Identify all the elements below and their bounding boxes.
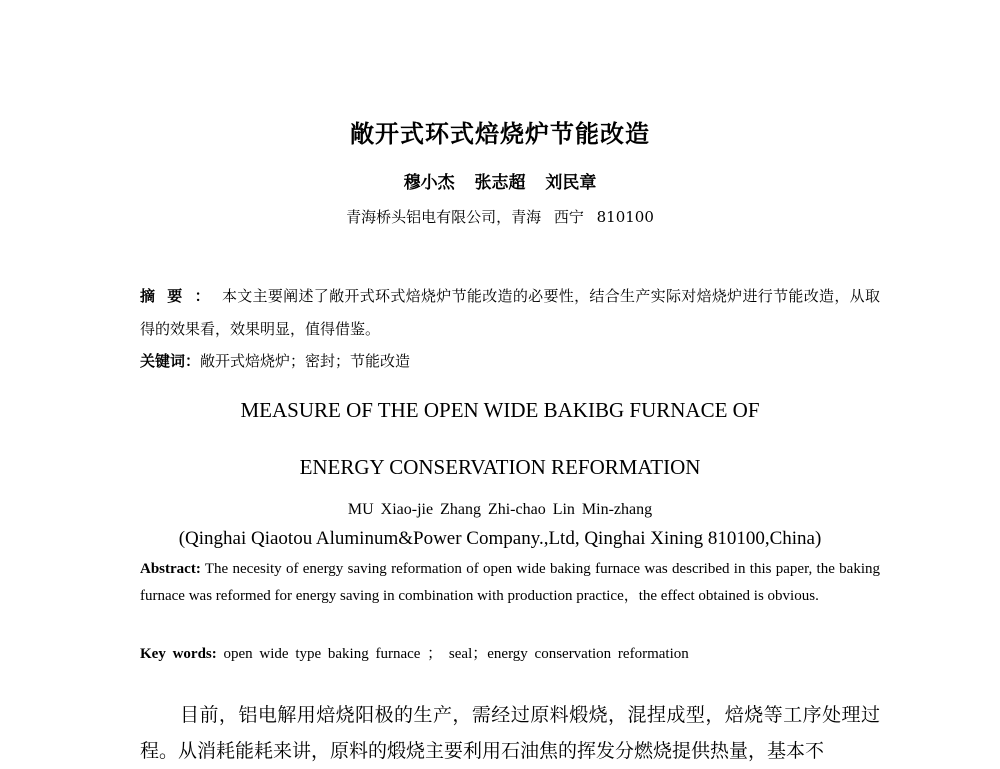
paper-title-en-line2: ENERGY CONSERVATION REFORMATION [299,455,701,479]
affiliation-cn: 青海桥头铝电有限公司，青海 西宁 810100 [346,208,654,226]
keywords-en [140,642,689,663]
abstract-en-label: Abstract: [140,561,201,577]
affiliation-en: (Qinghai Qiaotou Aluminum&Power Company.,Ltd, Qinghai Xining 810100,China) [178,528,822,549]
keywords-cn-label: 关键词： [140,352,201,370]
abstract-en-text: The necesity of energy saving reformation of open wide baking furnace was described in this paper, the baking furnace was reformed for energy saving in combination with production practice，the effect obtained is obvious. [140,561,880,604]
keywords-en-text: open wide type baking furnace ； seal；energy conservation reformation [216,646,689,662]
authors-cn: 穆小杰 张志超 刘民章 [403,173,597,193]
keywords-cn [140,350,410,371]
abstract-cn-label: 摘要： [140,287,222,305]
keywords-cn-text: 敞开式焙烧炉；密封；节能改造 [200,352,411,370]
abstract-en [140,556,880,610]
paper-title-cn: 敞开式环式焙烧炉节能改造 [350,119,650,148]
abstract-cn [140,280,880,346]
authors-en: MU Xiao-jie Zhang Zhi-chao Lin Min-zhang [347,501,653,518]
paper-title-en-line1: MEASURE OF THE OPEN WIDE BAKIBG FURNACE OF [240,398,760,422]
body-paragraph: 目前，铝电解用焙烧阳极的生产，需经过原料煅烧，混捏成型，焙烧等工序处理过程。从消耗能耗来讲，原料的煅烧主要利用石油焦的挥发分燃烧提供热量，基本不 [140,704,880,762]
keywords-en-label: Key words: [140,646,217,662]
abstract-cn-text: 本文主要阐述了敞开式环式焙烧炉节能改造的必要性，结合生产实际对焙烧炉进行节能改造，从取得的效果看，效果明显，值得借鉴。 [140,287,880,338]
